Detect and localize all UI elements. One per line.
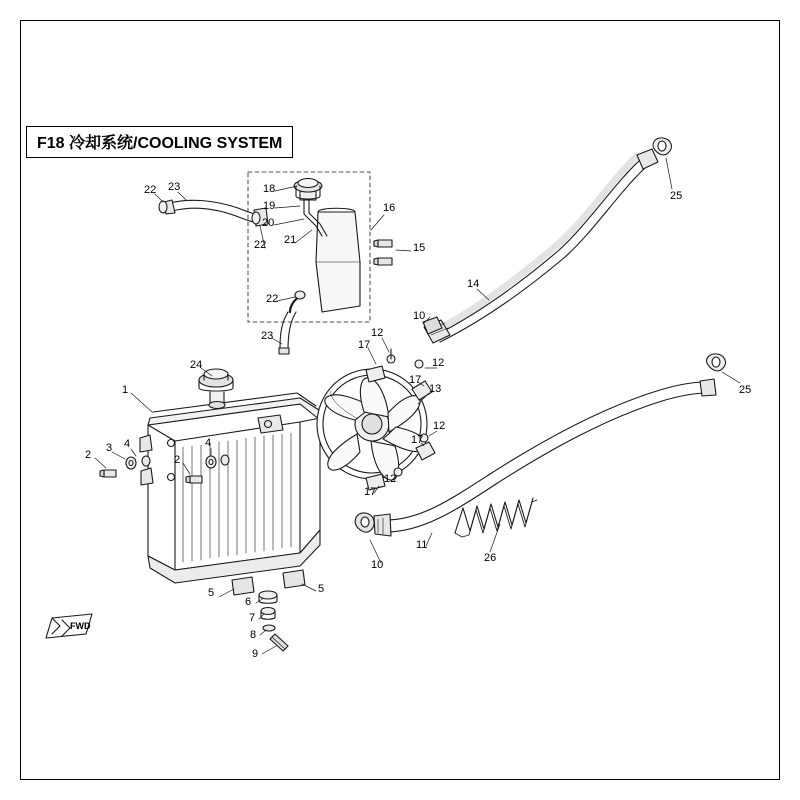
callout-19: 19	[263, 200, 276, 212]
callout-17c: 17	[411, 434, 424, 446]
callout-20: 20	[262, 217, 275, 229]
callout-12c: 12	[433, 420, 446, 432]
callout-26: 26	[484, 552, 497, 564]
callout-4a: 4	[124, 438, 131, 450]
callout-9: 9	[252, 648, 259, 660]
callout-6: 6	[245, 596, 252, 608]
callout-17b: 17	[409, 374, 422, 386]
callout-18: 18	[263, 183, 276, 195]
callout-22c: 22	[266, 293, 279, 305]
callout-4b: 4	[205, 437, 212, 449]
callout-8: 8	[250, 629, 257, 641]
callout-12b: 12	[432, 357, 445, 369]
callout-17d: 17	[364, 486, 377, 498]
callout-5a: 5	[208, 587, 215, 599]
callout-14: 14	[467, 278, 480, 290]
callout-23a: 23	[168, 181, 181, 193]
callout-16: 16	[383, 202, 396, 214]
callout-10a: 10	[371, 559, 384, 571]
callout-22b: 22	[254, 239, 267, 251]
callout-17a: 17	[358, 339, 371, 351]
callout-25a: 25	[670, 190, 683, 202]
callout-23b: 23	[261, 330, 274, 342]
fwd-direction-label: FWD	[70, 621, 91, 631]
callout-1: 1	[122, 384, 129, 396]
callout-22a: 22	[144, 184, 157, 196]
callout-25b: 25	[739, 384, 752, 396]
callout-5b: 5	[318, 583, 325, 595]
callout-2a: 2	[85, 449, 92, 461]
callout-15: 15	[413, 242, 426, 254]
callout-12a: 12	[371, 327, 384, 339]
callout-2b: 2	[174, 454, 181, 466]
callout-11: 11	[416, 539, 428, 551]
callout-3: 3	[106, 442, 113, 454]
callout-21: 21	[284, 234, 297, 246]
callout-24: 24	[190, 359, 203, 371]
callout-7: 7	[249, 612, 256, 624]
callout-10b: 10	[413, 310, 426, 322]
page-title: F18 冷却系统/COOLING SYSTEM	[26, 126, 293, 158]
callout-12d: 12	[384, 473, 397, 485]
callout-13: 13	[429, 383, 442, 395]
